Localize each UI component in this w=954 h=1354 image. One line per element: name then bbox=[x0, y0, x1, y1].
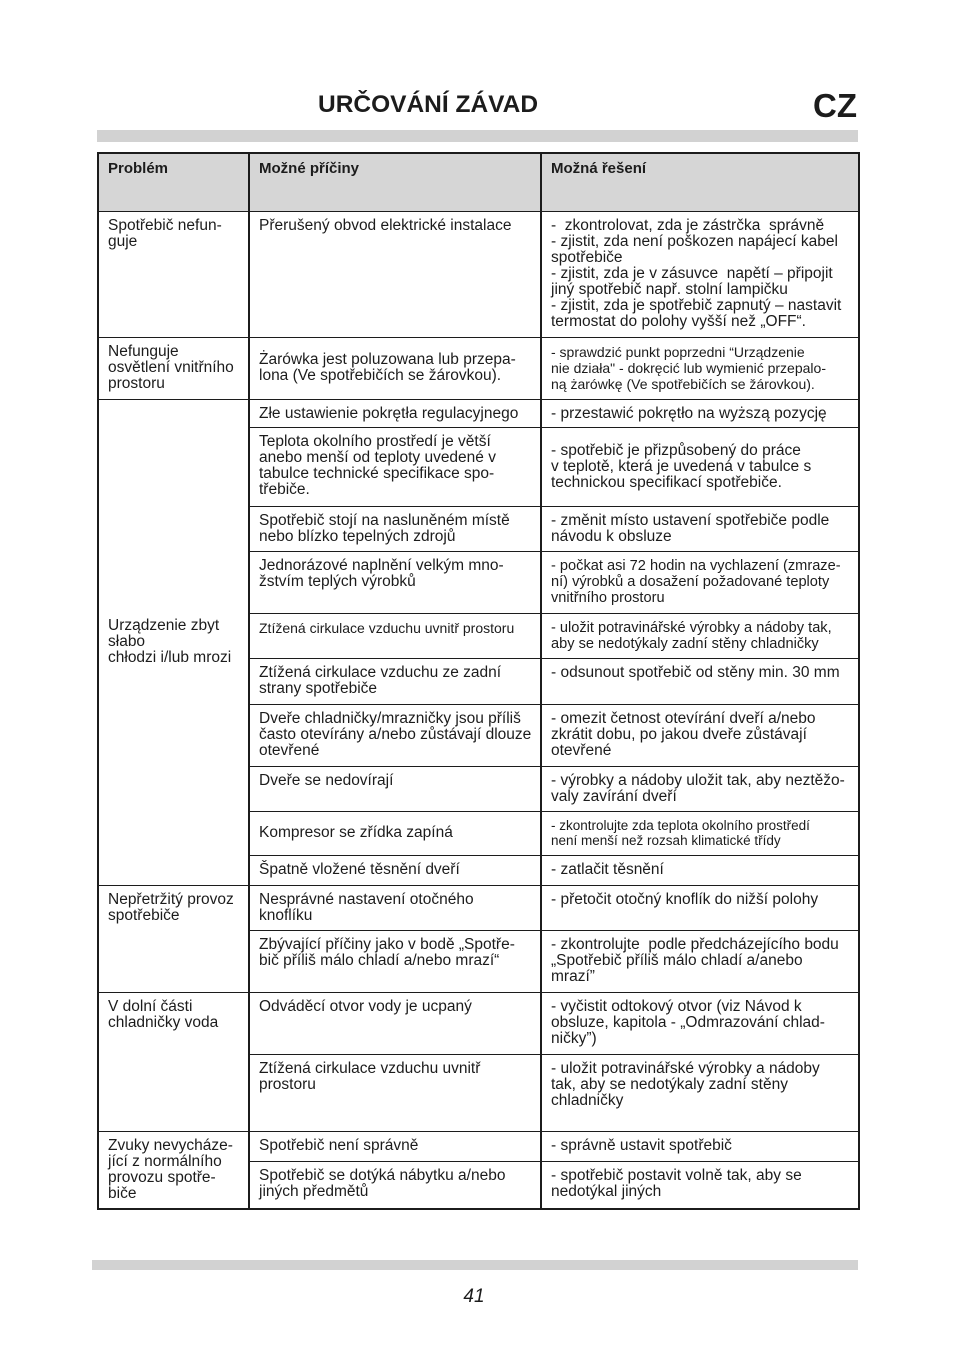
cause-cell: Złe ustawienie pokrętła regulacyjnego bbox=[249, 399, 541, 427]
table-header-row bbox=[98, 153, 859, 211]
solution-cell: - výrobky a nádoby uložit tak, aby neztěžo- valy zavírání dveří bbox=[541, 766, 859, 811]
cause-cell: Spotřebič se dotýká nábytku a/nebo jiných předmětů bbox=[249, 1161, 541, 1209]
cause-cell: Zbývající příčiny jako v bodě „Spotře- bič příliš málo chladí a/nebo mrazí“ bbox=[249, 930, 541, 992]
solution-cell: - zatlačit těsnění bbox=[541, 855, 859, 885]
table-row bbox=[98, 211, 859, 337]
solution-cell: - změnit místo ustavení spotřebiče podle návodu k obsluze bbox=[541, 506, 859, 551]
cause-cell: Teplota okolního prostředí je větší anebo menší od teploty uvedené v tabulce technické specifikace spo- třebiče. bbox=[249, 427, 541, 506]
solution-cell: - spotřebič je přizpůsobený do práce v teplotě, která je uvedená v tabulce s technickou specifikací spotřebiče. bbox=[541, 427, 859, 506]
cause-cell: Přerušený obvod elektrické instalace bbox=[249, 211, 541, 337]
problem-cell: Zvuky nevycháze- jící z normálního provozu spotře- biče bbox=[98, 1131, 249, 1209]
solution-cell: - spotřebič postavit volně tak, aby se nedotýkal jiných bbox=[541, 1161, 859, 1209]
table-row bbox=[98, 992, 859, 1054]
page-number: 41 bbox=[463, 1286, 485, 1307]
cause-cell: Spotřebič není správně bbox=[249, 1131, 541, 1161]
cause-cell: Ztížená cirkulace vzduchu uvnitř prostoru bbox=[249, 1054, 541, 1131]
cause-cell: Spotřebič stojí na nasluněném místě nebo blízko tepelných zdrojů bbox=[249, 506, 541, 551]
solution-cell: - přetočit otočný knoflík do nižší polohy bbox=[541, 885, 859, 930]
cause-cell: Jednorázové naplnění velkým mno- žstvím teplých výrobků bbox=[249, 551, 541, 613]
problem-cell: Urządzenie zbyt słabo chłodzi i/lub mrozi bbox=[98, 399, 249, 885]
solution-cell: - zkontrolovat, zda je zástrčka správně - zjistit, zda není poškozen napájecí kabel spotřebiče - zjistit, zda je v zásuvce napětí – připojit jiný spotřebič např. stolní lampičku - zjistit, zda je spotřebič zapnutý – nastavit termostat do polohy vyšší než „OFF“. bbox=[541, 211, 859, 337]
header-divider-bar bbox=[97, 130, 858, 142]
cause-cell: Nesprávné nastavení otočného knoflíku bbox=[249, 885, 541, 930]
cause-cell: Odváděcí otvor vody je ucpaný bbox=[249, 992, 541, 1054]
cause-cell: Kompresor se zřídka zapíná bbox=[249, 811, 541, 855]
solution-cell: - uložit potravinářské výrobky a nádoby tak, aby se nedotýkaly zadní stěny chladničky bbox=[541, 1054, 859, 1131]
column-header-solutions: Možná řešení bbox=[541, 153, 859, 211]
solution-cell: - przestawić pokrętło na wyższą pozycję bbox=[541, 399, 859, 427]
cause-cell: Żarówka jest poluzowana lub przepa- lona (Ve spotřebičích se žárovkou). bbox=[249, 337, 541, 399]
column-header-problem: Problém bbox=[98, 153, 249, 211]
column-header-causes: Možné příčiny bbox=[249, 153, 541, 211]
table-row bbox=[98, 1131, 859, 1161]
table-row bbox=[98, 337, 859, 399]
problem-cell: Nepřetržitý provoz spotřebiče bbox=[98, 885, 249, 992]
solution-cell: - počkat asi 72 hodin na vychlazení (zmraze- ní) výrobků a dosažení požadované teploty vnitřního prostoru bbox=[541, 551, 859, 613]
problem-cell: Spotřebič nefun- guje bbox=[98, 211, 249, 337]
cause-cell: Dveře se nedovírají bbox=[249, 766, 541, 811]
page-title: URČOVÁNÍ ZÁVAD bbox=[318, 91, 539, 118]
footer-divider-bar bbox=[92, 1260, 858, 1270]
cause-cell: Ztížená cirkulace vzduchu uvnitř prostoru bbox=[249, 613, 541, 658]
solution-cell: - vyčistit odtokový otvor (viz Návod k obsluze, kapitola - „Odmrazování chlad- ničky”) bbox=[541, 992, 859, 1054]
language-code: CZ bbox=[813, 87, 857, 124]
cause-cell: Špatně vložené těsnění dveří bbox=[249, 855, 541, 885]
table-row bbox=[98, 399, 859, 427]
solution-cell: - uložit potravinářské výrobky a nádoby tak, aby se nedotýkaly zadní stěny chladničky bbox=[541, 613, 859, 658]
cause-cell: Dveře chladničky/mrazničky jsou příliš často otevírány a/nebo zůstávají dlouze otevřené bbox=[249, 704, 541, 766]
solution-cell: - odsunout spotřebič od stěny min. 30 mm bbox=[541, 658, 859, 704]
solution-cell: - zkontrolujte zda teplota okolního prostředí není menší než rozsah klimatické třídy bbox=[541, 811, 859, 855]
solution-cell: - zkontrolujte podle předcházejícího bodu „Spotřebič příliš málo chladí a/anebo mrazí” bbox=[541, 930, 859, 992]
solution-cell: - správně ustavit spotřebič bbox=[541, 1131, 859, 1161]
solution-cell: - omezit četnost otevírání dveří a/nebo zkrátit dobu, po jakou dveře zůstávají otevřené bbox=[541, 704, 859, 766]
cause-cell: Ztížená cirkulace vzduchu ze zadní strany spotřebiče bbox=[249, 658, 541, 704]
troubleshooting-table bbox=[97, 152, 860, 1210]
problem-cell: V dolní části chladničky voda bbox=[98, 992, 249, 1131]
table-row bbox=[98, 885, 859, 930]
solution-cell: - sprawdzić punkt poprzedni “Urządzenie nie działa" - dokręcić lub wymienić przepalo- ną żarówkę (Ve spotřebičích se žárovkou). bbox=[541, 337, 859, 399]
problem-cell: Nefunguje osvětlení vnitřního prostoru bbox=[98, 337, 249, 399]
